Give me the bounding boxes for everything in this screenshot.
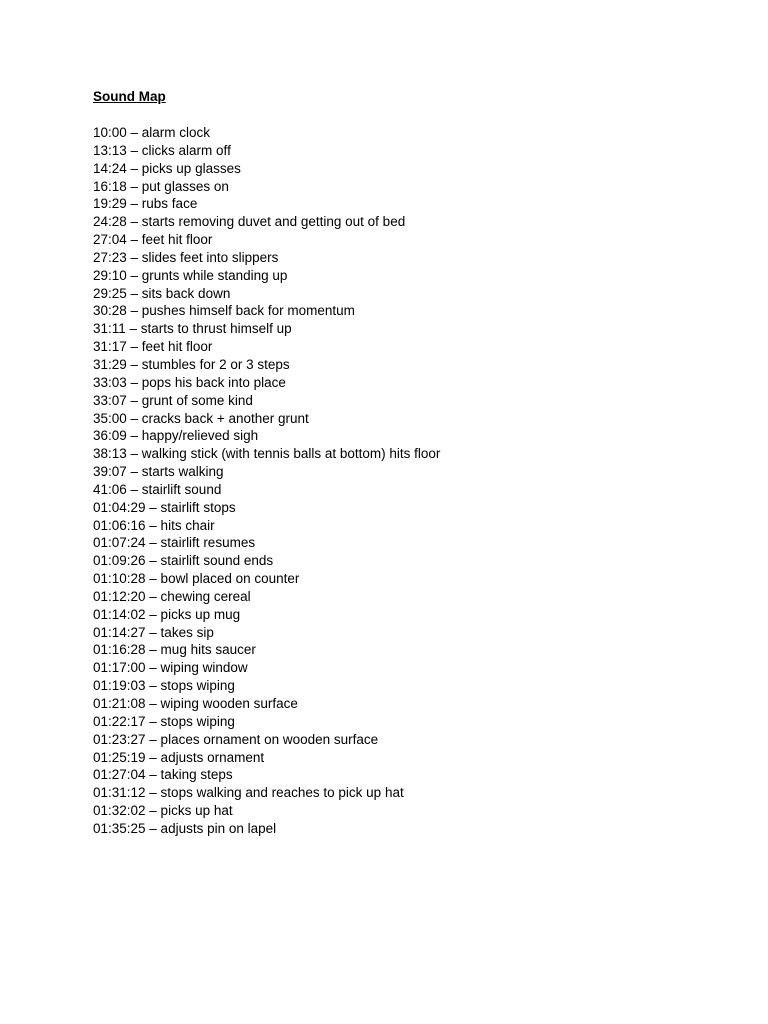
sound-cue-list xyxy=(93,124,733,838)
sound-cue-item: 01:21:08 – wiping wooden surface xyxy=(93,696,298,711)
sound-cue-item: 29:25 – sits back down xyxy=(93,285,231,301)
sound-cue-item: 30:28 – pushes himself back for momentum xyxy=(93,303,355,319)
sound-cue-item: 36:09 – happy/relieved sigh xyxy=(93,428,259,444)
sound-cue-item: 31:29 – stumbles for 2 or 3 steps xyxy=(93,356,290,372)
sound-cue-item: 01:17:00 – wiping window xyxy=(93,660,248,676)
sound-cue-item: 01:14:27 – takes sip xyxy=(93,624,214,640)
sound-cue-item: 33:03 – pops his back into place xyxy=(93,374,286,390)
sound-cue-item: 01:07:24 – stairlift resumes xyxy=(93,535,256,551)
sound-cue-item: 41:06 – stairlift sound xyxy=(93,481,222,497)
sound-cue-item: 14:24 – picks up glasses xyxy=(93,160,241,176)
document-title: Sound Map xyxy=(93,89,166,104)
sound-cue-item: 16:18 – put glasses on xyxy=(93,178,229,194)
sound-cue-item: 01:04:29 – stairlift stops xyxy=(93,499,236,515)
sound-cue-item: 01:31:12 – stops walking and reaches to pick up hat xyxy=(93,785,404,801)
document-page xyxy=(93,88,733,838)
sound-cue-item: 01:12:20 – chewing cereal xyxy=(93,588,251,604)
sound-cue-item: 10:00 – alarm clock xyxy=(93,125,211,140)
sound-cue-item: 01:23:27 – places ornament on wooden surface xyxy=(93,731,379,747)
sound-cue-item: 31:17 – feet hit floor xyxy=(93,339,213,355)
sound-cue-item: 27:23 – slides feet into slippers xyxy=(93,249,279,265)
sound-cue-item: 01:27:04 – taking steps xyxy=(93,767,233,783)
sound-cue-item: 01:22:17 – stops wiping xyxy=(93,713,235,729)
sound-cue-item: 19:29 – rubs face xyxy=(93,196,198,212)
sound-cue-item: 01:19:03 – stops wiping xyxy=(93,678,235,694)
sound-cue-item: 01:25:19 – adjusts ornament xyxy=(93,749,265,765)
sound-cue-item: 01:10:28 – bowl placed on counter xyxy=(93,571,300,587)
sound-cue-item: 01:16:28 – mug hits saucer xyxy=(93,642,256,658)
sound-cue-item: 01:35:25 – adjusts pin on lapel xyxy=(93,820,277,836)
sound-cue-item: 13:13 – clicks alarm off xyxy=(93,142,231,158)
sound-cue-item: 39:07 – starts walking xyxy=(93,464,224,480)
sound-cue-item: 01:14:02 – picks up mug xyxy=(93,606,241,622)
sound-cue-item: 24:28 – starts removing duvet and getting out of bed xyxy=(93,214,406,230)
sound-cue-item: 01:06:16 – hits chair xyxy=(93,517,215,533)
sound-cue-item: 38:13 – walking stick (with tennis balls at bottom) hits floor xyxy=(93,446,441,462)
sound-cue-item: 35:00 – cracks back + another grunt xyxy=(93,410,309,426)
sound-cue-item: 33:07 – grunt of some kind xyxy=(93,392,253,408)
sound-cue-item: 01:32:02 – picks up hat xyxy=(93,803,233,819)
sound-cue-item: 27:04 – feet hit floor xyxy=(93,232,213,248)
sound-cue-item: 31:11 – starts to thrust himself up xyxy=(93,321,292,337)
sound-cue-item: 01:09:26 – stairlift sound ends xyxy=(93,553,274,569)
sound-cue-item: 29:10 – grunts while standing up xyxy=(93,267,288,283)
